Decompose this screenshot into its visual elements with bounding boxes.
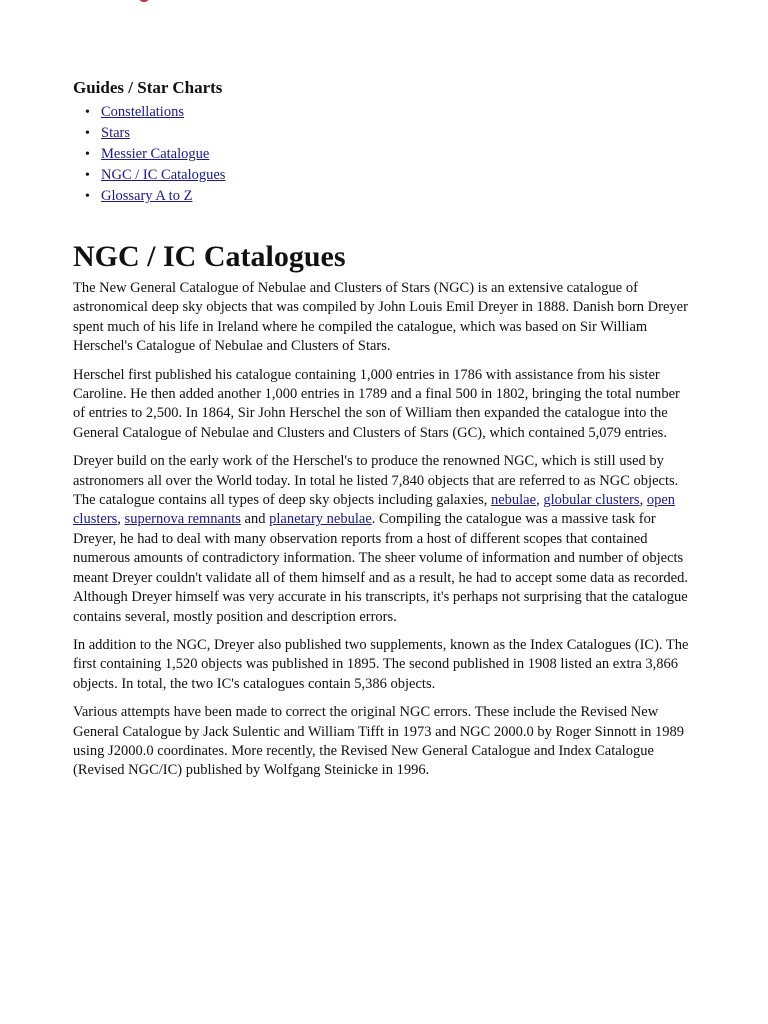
page-title: NGC / IC Catalogues bbox=[73, 240, 346, 273]
bullet-icon: • bbox=[85, 105, 90, 120]
nav-item-glossary bbox=[85, 186, 693, 207]
nav-link-glossary[interactable]: Glossary A to Z bbox=[101, 188, 193, 204]
paragraph-3-intro: Dreyer build on the early work of the Herschel's to produce the renowned NGC, which is still used by astronomers all over the World today. In total he listed 7,840 objects that are referred to as NGC objects. The catalogue contains all types of deep sky objects including galaxies, bbox=[73, 453, 679, 509]
bullet-icon: • bbox=[85, 126, 90, 141]
paragraph-3 bbox=[73, 452, 693, 627]
separator: , bbox=[639, 492, 647, 509]
logo-fragment bbox=[138, 0, 150, 2]
separator: and bbox=[240, 511, 270, 528]
link-open-clusters[interactable]: open clusters bbox=[73, 492, 675, 528]
paragraph-5: Various attempts have been made to correct the original NGC errors. These include the Revised New General Catalogue by Jack Sulentic and William Tifft in 1973 and NGC 2000.0 by Roger Sinnott in 1989 using J2000.0 coordinates. More recently, the Revised New General Catalogue and Index Catalogue (Revised NGC/IC) published by Wolfgang Steinicke in 1996. bbox=[73, 704, 685, 779]
separator: , bbox=[117, 511, 125, 528]
link-planetary-nebulae[interactable]: planetary nebulae bbox=[269, 511, 372, 528]
main-content bbox=[73, 76, 693, 790]
link-globular-clusters[interactable]: globular clusters bbox=[543, 492, 640, 509]
guides-nav bbox=[73, 76, 693, 207]
link-supernova-remnants[interactable]: supernova remnants bbox=[124, 511, 241, 528]
article bbox=[73, 239, 693, 781]
paragraph-1: The New General Catalogue of Nebulae and Clusters of Stars (NGC) is an extensive catalogue of astronomical deep sky objects that was compiled by John Louis Emil Dreyer in 1888. Danish born Dreyer spent much of his life in Ireland where he compiled the catalogue, which was based on Sir William Herschel's Catalogue of Nebulae and Clusters of Stars. bbox=[73, 280, 688, 355]
paragraph-2: Herschel first published his catalogue containing 1,000 entries in 1786 with assistance from his sister Caroline. He then added another 1,000 entries in 1789 and a final 500 in 1802, bringing the total number of entries to 2,500. In 1864, Sir John Herschel the son of William then expanded the catalogue into the General Catalogue of Nebulae and Clusters and Clusters of Stars (GC), which contained 5,079 entries. bbox=[73, 366, 680, 441]
nav-heading: Guides / Star Charts bbox=[73, 78, 223, 97]
nav-link-constellations[interactable]: Constellations bbox=[101, 104, 184, 120]
bullet-icon: • bbox=[85, 168, 90, 183]
paragraph-4: In addition to the NGC, Dreyer also published two supplements, known as the Index Catalogues (IC). The first containing 1,520 objects was published in 1895. The second published in 1908 listed an extra 3,866 objects. In total, the two IC's catalogues contain 5,386 objects. bbox=[73, 636, 689, 692]
nav-link-ngc-ic[interactable]: NGC / IC Catalogues bbox=[101, 167, 226, 183]
bullet-icon: • bbox=[85, 189, 90, 204]
separator: , bbox=[536, 492, 544, 509]
link-nebulae[interactable]: nebulae bbox=[490, 492, 537, 509]
bullet-icon: • bbox=[85, 147, 90, 162]
paragraph-3-rest: . Compiling the catalogue was a massive task for Dreyer, he had to deal with many observation reports from a host of different scopes that contained numerous amounts of contradictory information. The sheer volume of information and number of objects meant Dreyer couldn't validate all of them himself and as a result, he had to accept some data as recorded. Although Dreyer himself was very accurate in his transcripts, it's perhaps not surprising that the catalogue contains several, mostly position and description errors. bbox=[73, 511, 688, 625]
nav-link-stars[interactable]: Stars bbox=[101, 125, 130, 141]
nav-item-constellations bbox=[85, 102, 693, 123]
nav-item-ngc-ic bbox=[85, 165, 693, 186]
nav-list bbox=[73, 102, 693, 207]
nav-link-messier[interactable]: Messier Catalogue bbox=[101, 146, 210, 162]
nav-item-stars bbox=[85, 123, 693, 144]
nav-item-messier bbox=[85, 144, 693, 165]
